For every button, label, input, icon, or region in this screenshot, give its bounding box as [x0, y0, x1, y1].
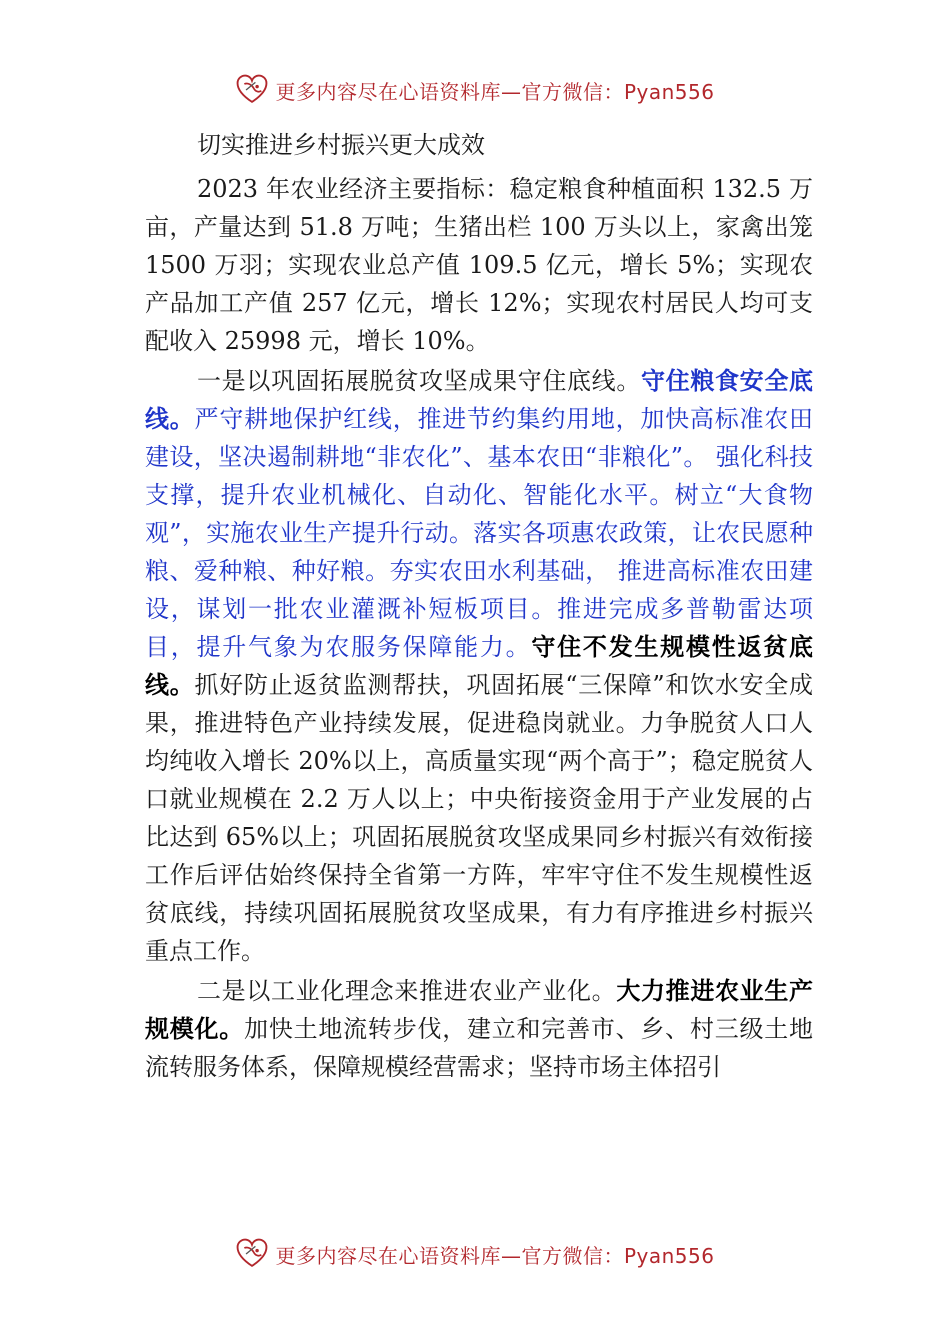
paragraph-section-two [145, 972, 813, 1086]
document-title: 切实推进乡村振兴更大成效 [197, 131, 485, 159]
section-two-body: 加快土地流转步伐，建立和完善市、乡、村三级土地流转服务体系，保障规模经营需求；坚持市场主体招引 [145, 1015, 813, 1081]
section-one-heading-food-security: 守住粮食安全底线。 [145, 367, 813, 433]
paragraph-indicators: 2023 年农业经济主要指标：稳定粮食种植面积 132.5 万亩，产量达到 51.8 万吨；生猪出栏 100 万头以上，家禽出笼 1500 万羽；实现农业总产值 109.5 亿元，增长 5%；实现农产品加工产值 257 亿元，增长 12%；实现农村居民人均可支配收入 25998 元，增长 10%。 [145, 175, 813, 355]
watermark-text: 更多内容尽在心语资料库—官方微信：Pyan556 [275, 1243, 715, 1268]
paragraph-section-one [145, 362, 813, 970]
section-one-body-poverty: 抓好防止返贫监测帮扶，巩固拓展“三保障”和饮水安全成果，推进特色产业持续发展，促进稳岗就业。力争脱贫人口人均纯收入增长 20%以上，高质量实现“两个高于”；稳定脱贫人口就业规模在 2.2 万人以上；中央衔接资金用于产业发展的占比达到 65%以上；巩固拓展脱贫攻坚成果同乡村振兴有效衔接工作后评估始终保持全省第一方阵，牢牢守住不发生规模性返贫底线，持续巩固拓展脱贫攻坚成果，有力有序推进乡村振兴重点工作。 [145, 671, 814, 965]
watermark-text: 更多内容尽在心语资料库—官方微信：Pyan556 [275, 79, 715, 104]
heart-logo-icon [235, 1237, 269, 1271]
section-two-heading: 大力推进农业生产规模化。 [145, 977, 814, 1043]
watermark-header [0, 70, 950, 110]
document-body [145, 126, 813, 1088]
section-one-heading-poverty: 守住不发生规模性返贫底线。 [145, 633, 814, 699]
section-one-lead: 一是以巩固拓展脱贫攻坚成果守住底线。 [197, 367, 641, 395]
heart-logo-icon [235, 73, 269, 107]
section-one-body-food-security: 严守耕地保护红线，推进节约集约用地，加快高标准农田建设，坚决遏制耕地“非农化”、基本农田“非粮化”。 强化科技支撑，提升农业机械化、自动化、智能化水平。树立“大食物观”，实施农业生产提升行动。落实各项惠农政策，让农民愿种粮、爱种粮、种好粮。夯实农田水利基础， 推进高标准农田建设，谋划一批农业灌溉补短板项目。推进完成多普勒雷达项目，提升气象为农服务保障能力。 [145, 405, 814, 661]
watermark-footer [0, 1234, 950, 1274]
section-two-lead: 二是以工业化理念来推进农业产业化。 [197, 977, 617, 1005]
